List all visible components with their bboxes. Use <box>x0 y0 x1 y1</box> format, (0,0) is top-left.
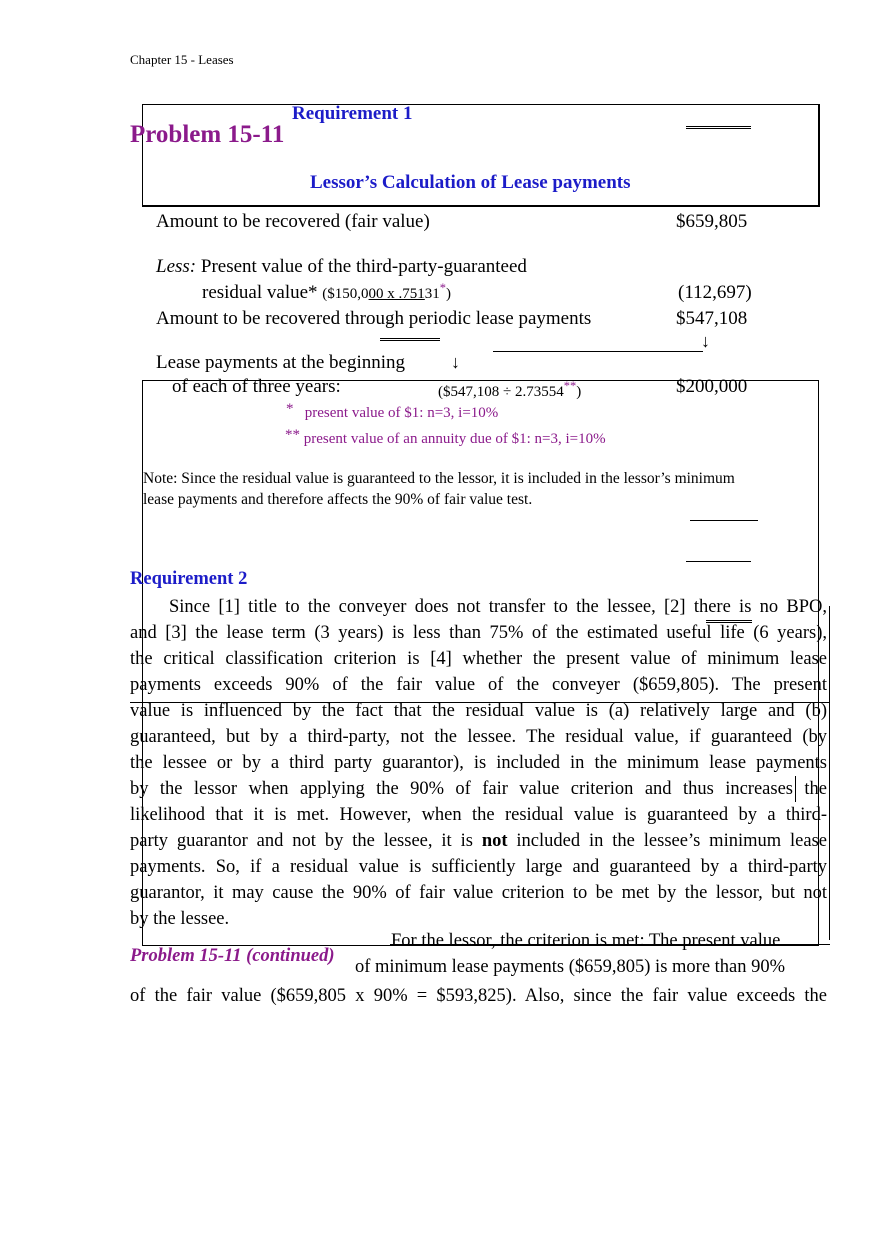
rule <box>690 520 758 521</box>
para-line: payments exceeds 90% of the fair value of the conveyer ($659,805). The present <box>130 675 827 695</box>
row2-label <box>156 256 527 278</box>
para-line: by the lessee. <box>130 909 230 929</box>
text-part: included in the lessee’s minimum lease <box>507 831 827 851</box>
para-line: payments. So, if a residual value is sufficiently large and guaranteed by a third-party <box>130 857 827 877</box>
para-line: the critical classification criterion is [4] whether the present value of minimum lease <box>130 649 827 669</box>
note-line-1: Note: Since the residual value is guaranteed to the lessor, it is included in the lessor’s minimum <box>143 470 735 487</box>
footnote-text: present value of an annuity due of $1: n=3, i=10% <box>303 431 606 447</box>
req2-paragraph <box>130 594 827 932</box>
row1-label: Amount to be recovered (fair value) <box>156 211 430 232</box>
less-label: Less: <box>156 256 197 277</box>
calc-part: 31 <box>424 286 440 302</box>
text-part: party guarantor and not by the lessee, it is <box>130 831 482 851</box>
cont-paragraph <box>130 983 827 1009</box>
double-rule <box>686 126 751 129</box>
para-line <box>130 828 827 854</box>
footnote-mark: * <box>286 401 294 417</box>
rule <box>493 351 703 352</box>
row4-value: $200,000 <box>676 376 748 397</box>
cont-line-2: of minimum lease payments ($659,805) is more than 90% <box>355 957 786 977</box>
footnote-1 <box>286 401 498 422</box>
footnote-mark: ** <box>285 427 300 443</box>
calc-part: ($547,108 ÷ 2.73554 <box>438 384 564 400</box>
arrow-down: ↓ <box>451 352 460 372</box>
arrow-down: ↓ <box>701 331 710 351</box>
footnote-2 <box>285 427 606 448</box>
row3-label: Amount to be recovered through periodic lease payments <box>156 308 592 329</box>
row2-label-2 <box>202 281 451 304</box>
note-line-2: lease payments and therefore affects the 90% of fair value test. <box>143 491 533 508</box>
row2-label-1: Present value of the third-party-guaranteed <box>200 256 527 277</box>
calc-part: ($150,0 <box>322 286 369 302</box>
table-title: Lessor’s Calculation of Lease payments <box>310 172 631 193</box>
row4-label-2: of each of three years: <box>172 376 341 397</box>
row2-value: (112,697) <box>678 282 752 303</box>
para-line: by the lessor when applying the 90% of fair value criterion and thus increases the <box>130 779 827 799</box>
para-line: guaranteed, but by a third-party, not the lessee. The residual value, if guaranteed (by <box>130 727 827 747</box>
footnote-mark: ** <box>563 379 577 393</box>
para-line: guarantor, it may cause the 90% of fair value criterion to be met by the lessor, but not <box>130 883 827 903</box>
row4-label-1: Lease payments at the beginning <box>156 352 406 373</box>
double-rule <box>380 338 440 341</box>
running-header: Chapter 15 - Leases <box>130 52 234 67</box>
para-line: value is influenced by the fact that the residual value is (a) relatively large and (b) <box>130 701 827 721</box>
footnote-text: present value of $1: n=3, i=10% <box>304 405 499 421</box>
cont-line-1: For the lessor, the criterion is met: The present value <box>391 931 781 951</box>
bold-not: not <box>481 831 508 851</box>
rule <box>686 561 751 562</box>
para-line: and [3] the lease term (3 years) is less than 75% of the estimated useful life (6 years), <box>130 623 827 643</box>
problem-title: Problem 15-11 <box>130 121 285 148</box>
req2-heading: Requirement 2 <box>130 569 248 589</box>
row4-calc <box>438 379 581 401</box>
para-line: of the fair value ($659,805 x 90% = $593,825). Also, since the fair value exceeds the <box>130 986 827 1006</box>
problem-continued: Problem 15-11 (continued) <box>130 946 335 966</box>
para-line: likelihood that it is met. However, when the residual value is guaranteed by a third- <box>130 805 827 825</box>
req1-heading: Requirement 1 <box>292 103 413 124</box>
row3-value: $547,108 <box>676 308 748 329</box>
calc-part: ) <box>446 286 452 302</box>
para-line: the lessee or by a third party guarantor), is included in the minimum lease payments <box>130 753 827 773</box>
para-line: Since [1] title to the conveyer does not transfer to the lessee, [2] there is no BPO, <box>169 597 827 617</box>
row2-label-2-text: residual value* <box>202 282 318 303</box>
footnote-mark: * <box>439 281 447 295</box>
row2-calc <box>322 281 452 302</box>
calc-part: 00 x .751 <box>368 286 425 302</box>
calc-part: ) <box>576 384 582 400</box>
row1-value: $659,805 <box>676 211 748 232</box>
